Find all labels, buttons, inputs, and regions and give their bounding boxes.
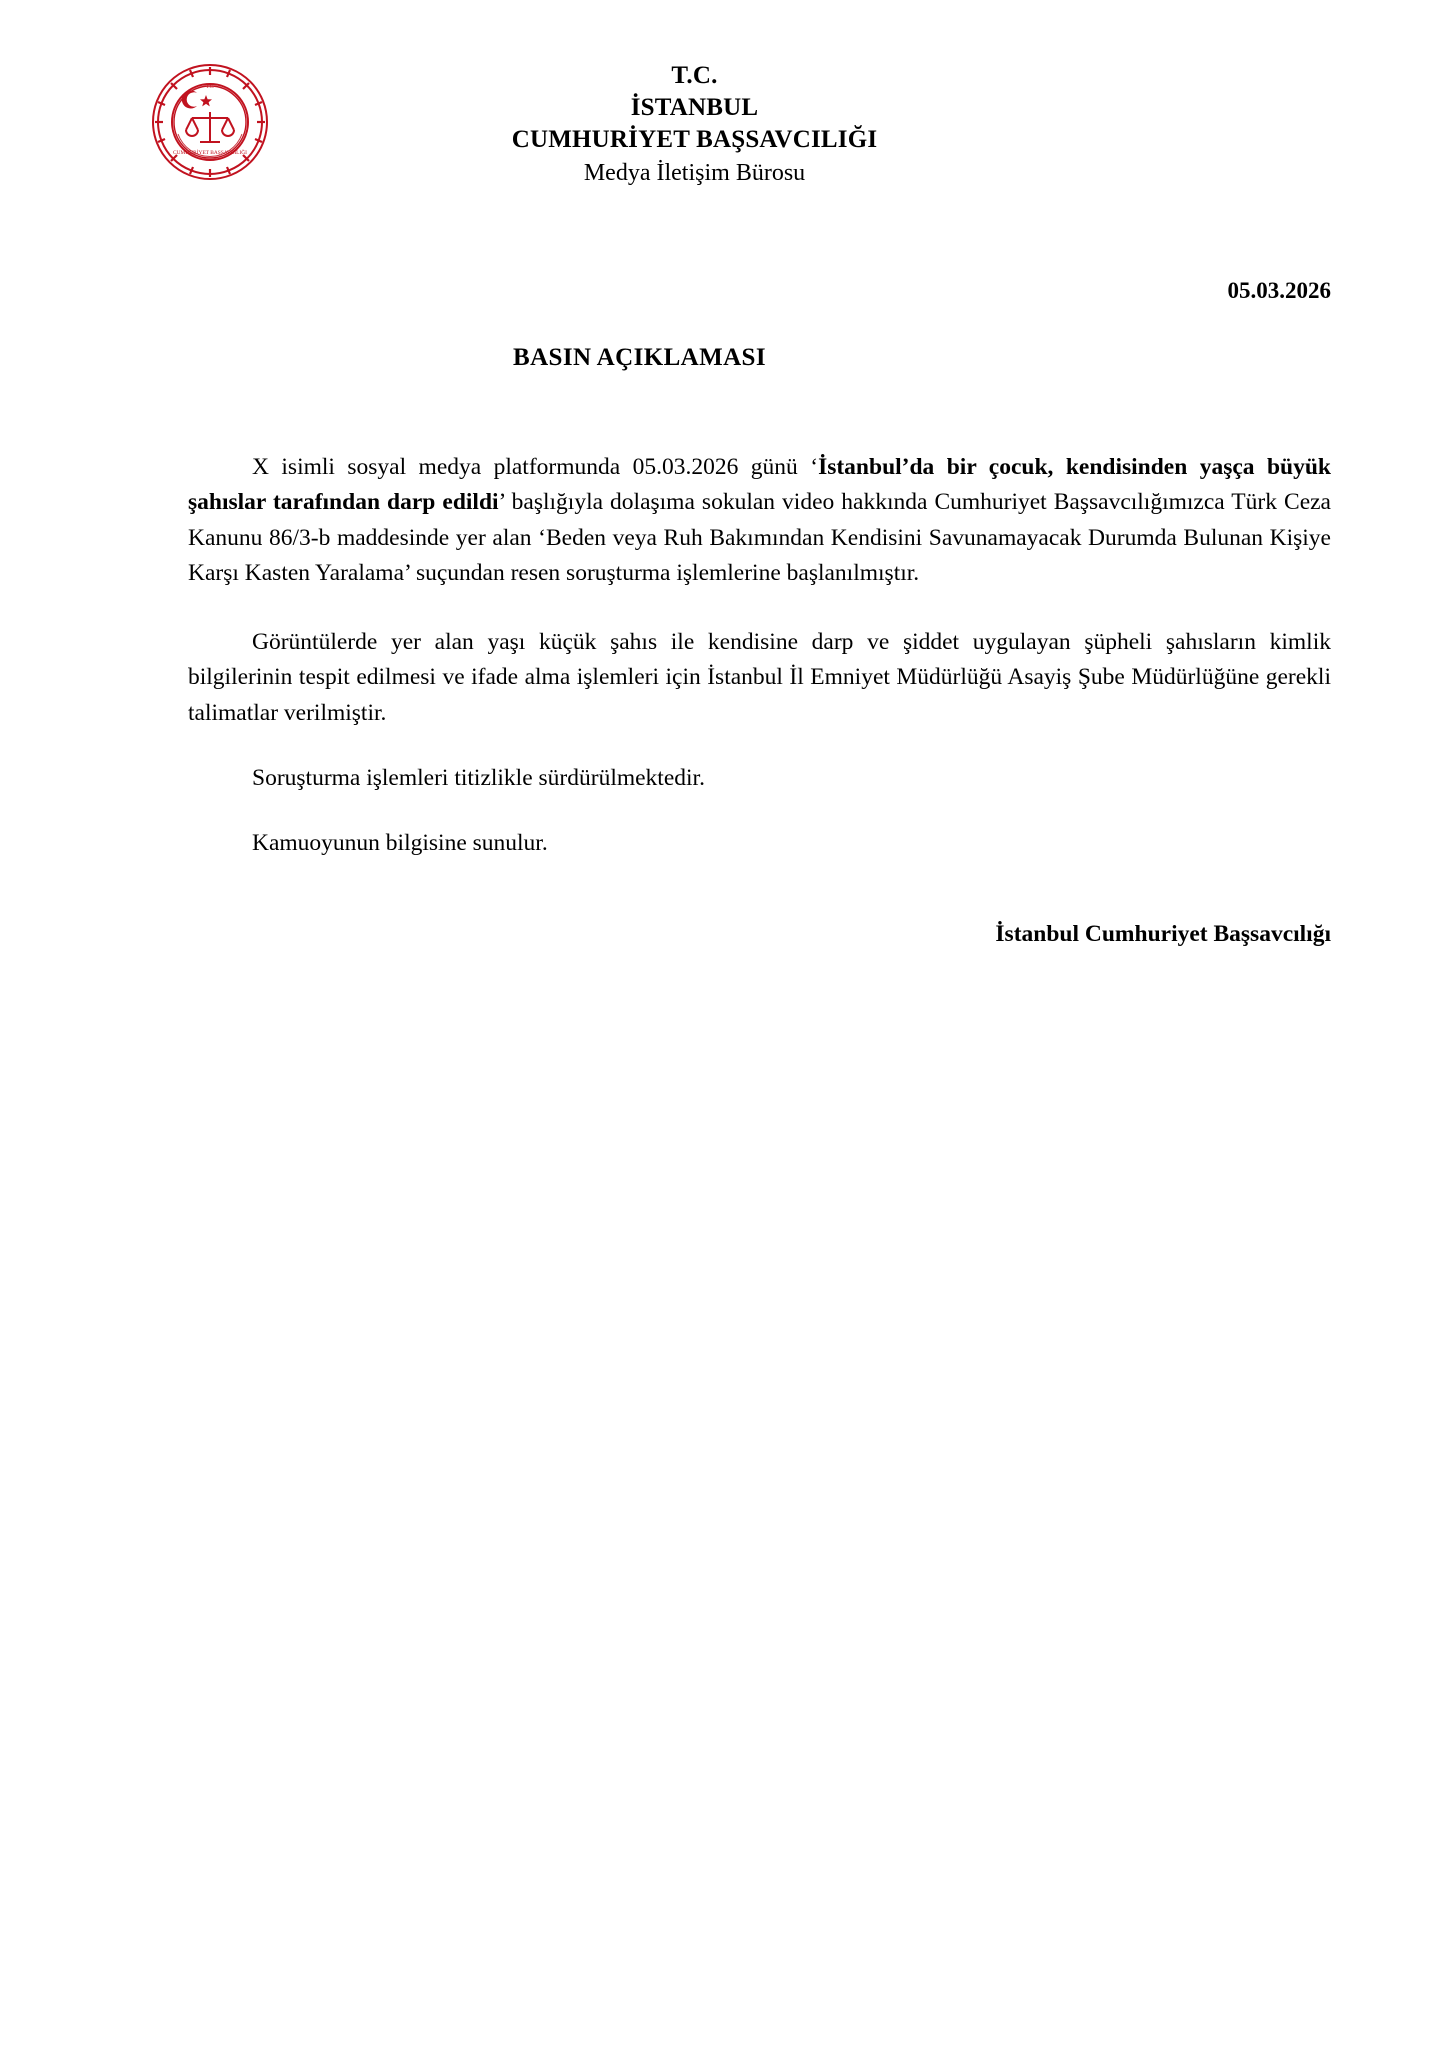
paragraph-3: Soruşturma işlemleri titizlikle sürdürülmektedir. xyxy=(252,764,705,791)
header-line-bureau: Medya İletişim Bürosu xyxy=(583,160,806,186)
svg-text:CUMHURİYET BAŞSAVCILIĞI: CUMHURİYET BAŞSAVCILIĞI xyxy=(173,150,247,156)
document-body xyxy=(188,450,1331,861)
header-line-office: CUMHURİYET BAŞSAVCILIĞI xyxy=(511,126,878,153)
svg-text:T.C.: T.C. xyxy=(205,85,215,90)
paragraph-1-bold: İstanbul’da bir çocuk, kendisinden yaşça büyük şahıslar tarafından darp edildi xyxy=(188,454,1331,516)
header-titles xyxy=(120,60,1269,189)
header-line-tc: T.C. xyxy=(671,62,718,89)
turkish-justice-ministry-emblem-icon xyxy=(150,62,270,182)
document-signature: İstanbul Cumhuriyet Başsavcılığı xyxy=(995,921,1331,948)
paragraph-2: Görüntülerde yer alan yaşı küçük şahıs ile kendisine darp ve şiddet uygulayan şüpheli şahısların kimlik bilgilerinin tespit edilmesi ve ifade alma işlemleri için İstanbul İl Emniyet Müdürlüğü Asayiş Şube Müdürlüğüne gerekli talimatlar verilmiştir. xyxy=(188,629,1331,726)
paragraph-4: Kamuoyunun bilgisine sunulur. xyxy=(252,830,548,856)
paragraph-1 xyxy=(188,450,1331,591)
paragraph-1-part-2: ’ başlığıyla dolaşıma sokulan video hakkında Cumhuriyet Başsavcılığımızca Türk Ceza Kanunu 86/3-b maddesinde yer alan ‘Beden veya Ruh Bakımından Kendisini Savunamayacak Durumda Bulunan Kişiye Karşı Kasten Yaralama’ suçundan resen soruşturma işlemlerine başlanılmıştır. xyxy=(188,489,1331,586)
page-title: BASIN AÇIKLAMASI xyxy=(513,344,766,371)
header-line-city: İSTANBUL xyxy=(630,94,759,121)
document-date: 05.03.2026 xyxy=(1227,278,1331,303)
paragraph-1-part-1: X isimli sosyal medya platformunda 05.03.2026 günü ‘ xyxy=(252,454,819,480)
document-header xyxy=(0,0,1449,220)
